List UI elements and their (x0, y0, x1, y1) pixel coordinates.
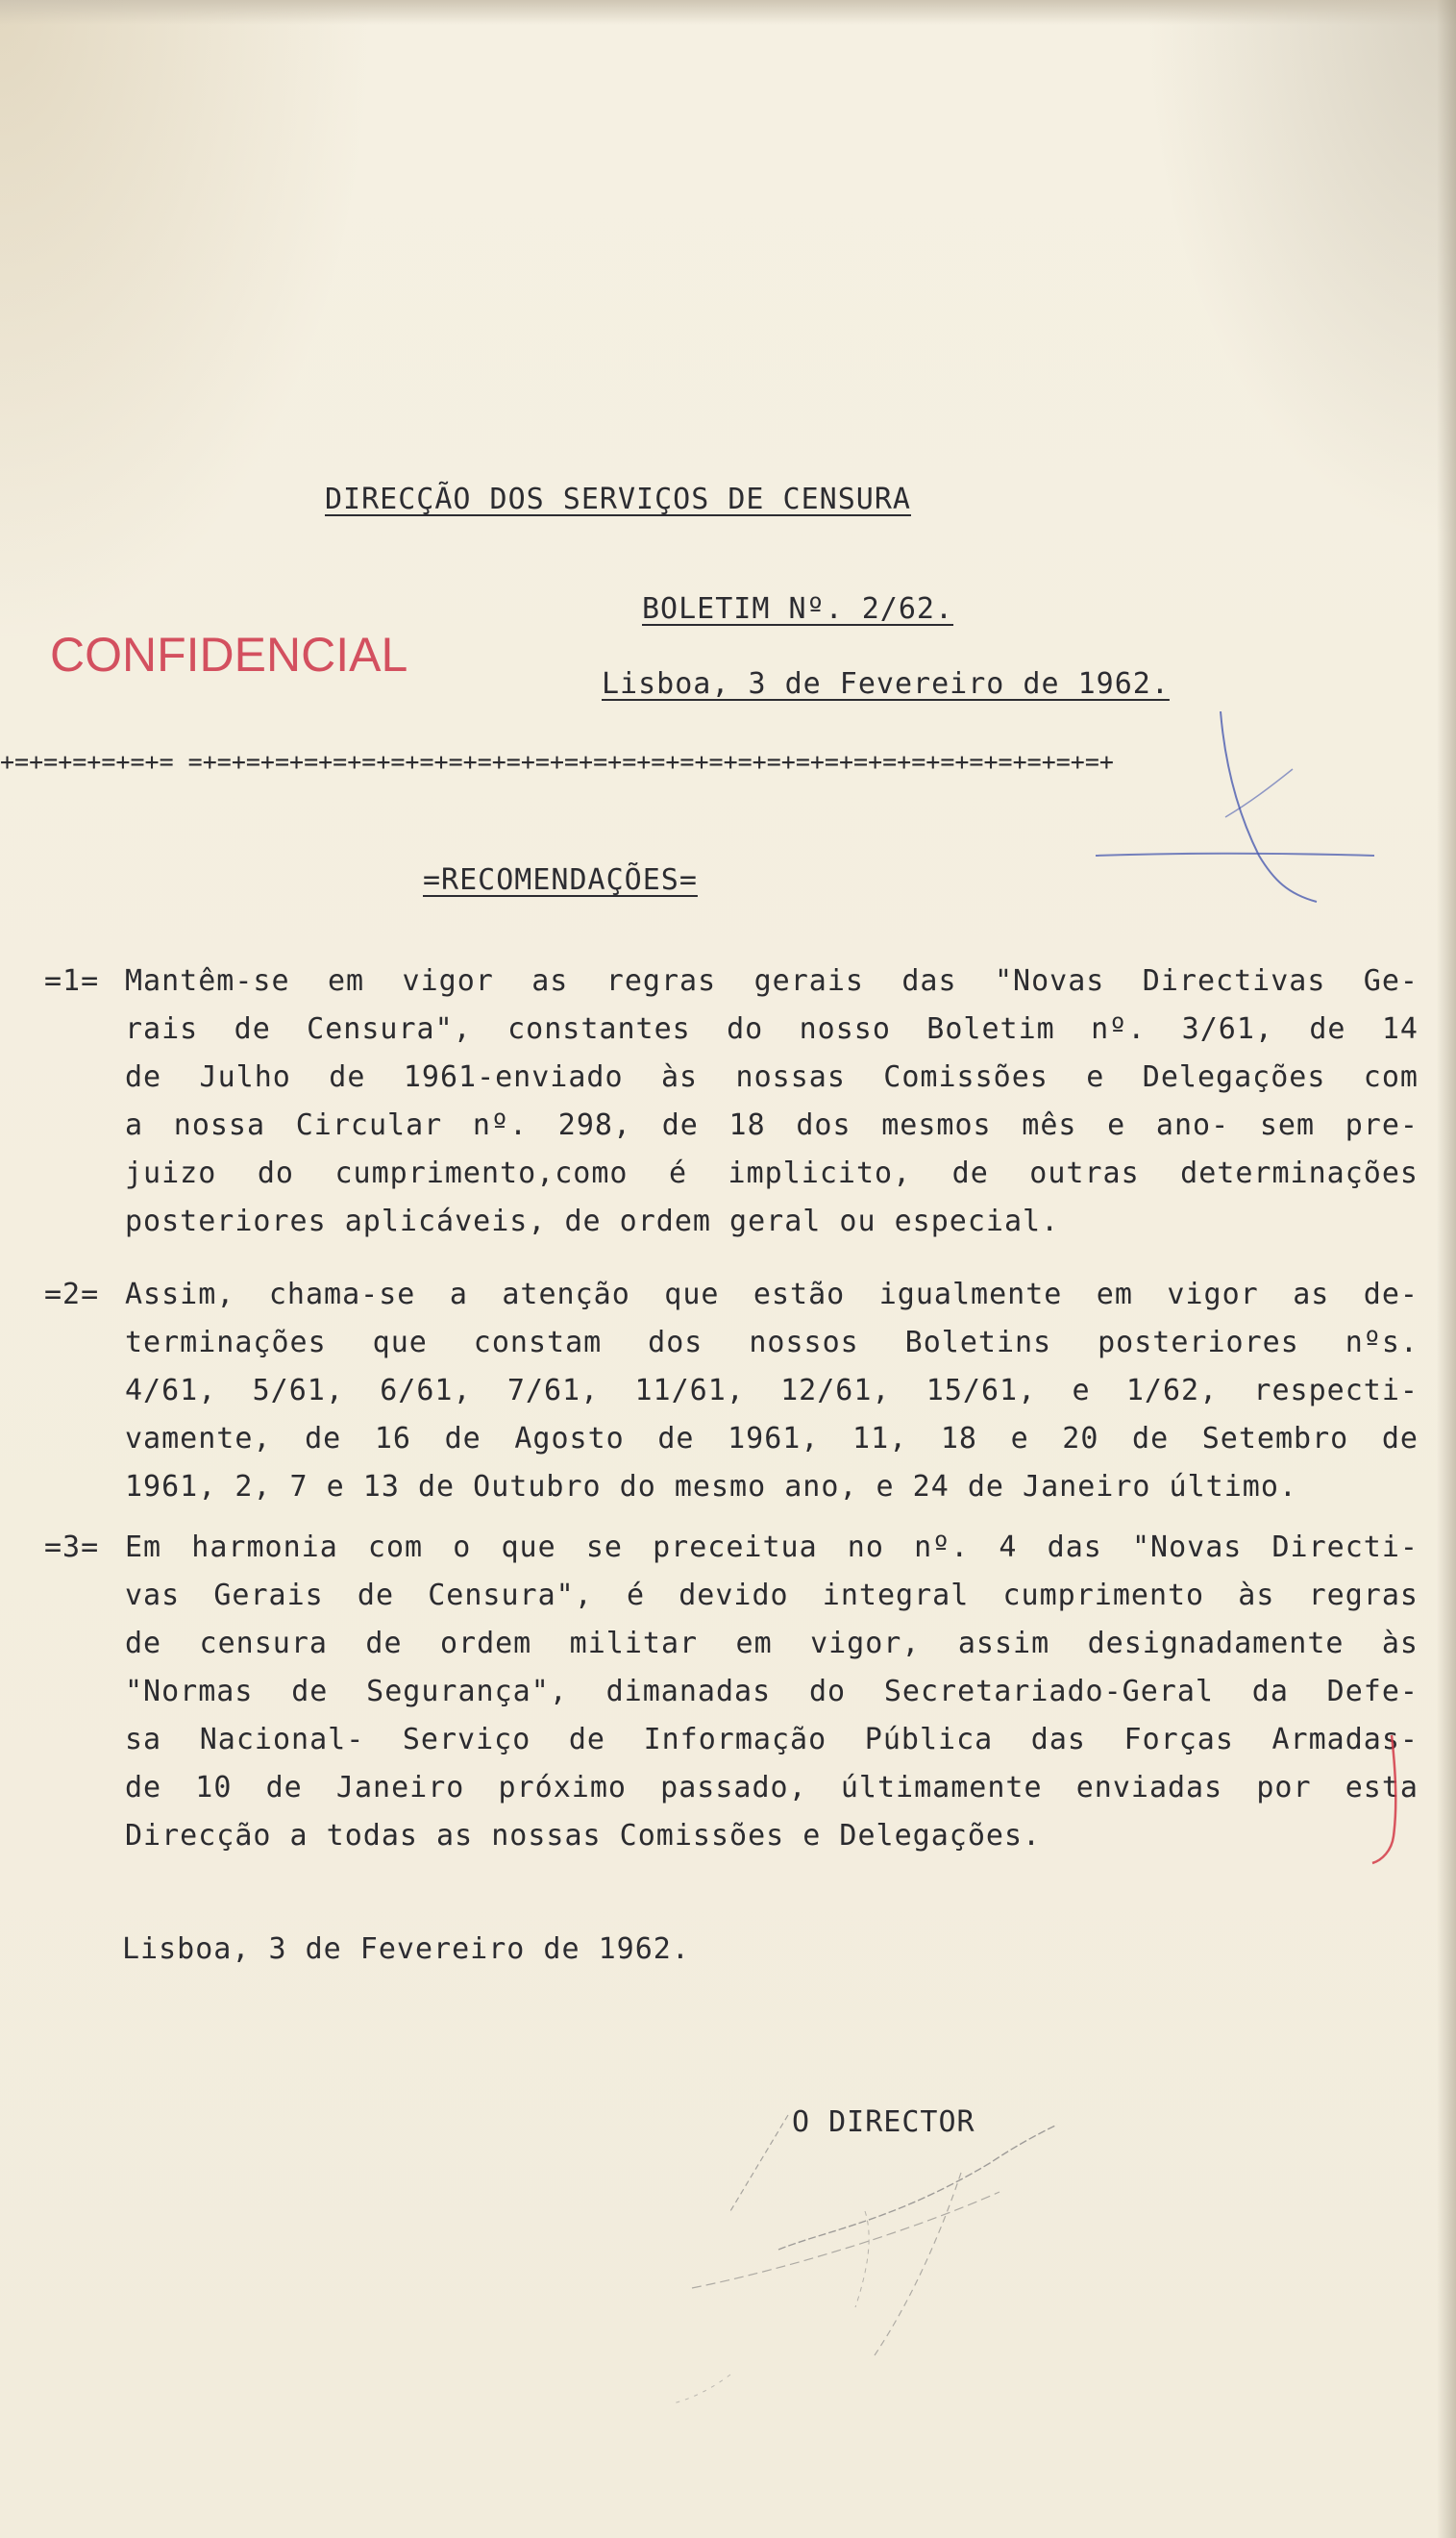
paragraph-1 (44, 958, 1419, 1246)
paragraph-line: de 10 de Janeiro próximo passado, últimamente enviadas por esta (125, 1771, 1419, 1804)
paragraph-line: Em harmonia com o que se preceitua no nº. 4 das "Novas Directi- (125, 1530, 1419, 1564)
paper-right-edge (1437, 0, 1456, 2538)
paragraph-line: Direcção a todas as nossas Comissões e Delegações. (125, 1819, 1042, 1853)
signatory-title: O DIRECTOR (792, 2105, 975, 2139)
paragraph-line: posteriores aplicáveis, de ordem geral ou especial. (125, 1205, 1060, 1238)
paragraph-3 (44, 1524, 1419, 1860)
paragraph-number: =1= (44, 964, 100, 998)
section-title: =RECOMENDAÇÕES= (423, 863, 698, 897)
header-place-date: Lisboa, 3 de Fevereiro de 1962. (602, 667, 1170, 701)
paragraph-line: de censura de ordem militar em vigor, assim designadamente às (125, 1627, 1419, 1660)
paragraph-line: terminações que constam dos nossos Boletins posteriores nºs. (125, 1326, 1419, 1359)
paragraph-number: =3= (44, 1530, 100, 1564)
director-signature (673, 2086, 1172, 2413)
red-margin-mark (1365, 1730, 1403, 1865)
paragraph-line: sa Nacional- Serviço de Informação Pública das Forças Armadas- (125, 1723, 1419, 1756)
closing-place-date: Lisboa, 3 de Fevereiro de 1962. (122, 1932, 690, 1966)
paragraph-line: vas Gerais de Censura", é devido integral cumprimento às regras (125, 1579, 1419, 1612)
paragraph-number: =2= (44, 1278, 100, 1311)
paragraph-line: rais de Censura", constantes do nosso Boletim nº. 3/61, de 14 (125, 1012, 1419, 1046)
paragraph-line: vamente, de 16 de Agosto de 1961, 11, 18 e 20 de Setembro de (125, 1422, 1419, 1456)
paragraph-line: a nossa Circular nº. 298, de 18 dos mesmos mês e ano- sem pre- (125, 1108, 1419, 1142)
department-heading: DIRECÇÃO DOS SERVIÇOS DE CENSURA (325, 483, 911, 516)
confidencial-stamp: CONFIDENCIAL (50, 628, 408, 682)
paragraph-line: Assim, chama-se a atenção que estão igualmente em vigor as de- (125, 1278, 1419, 1311)
bulletin-number: BOLETIM Nº. 2/62. (642, 592, 954, 626)
paragraph-line: Mantêm-se em vigor as regras gerais das "Novas Directivas Ge- (125, 964, 1419, 998)
pen-cross-mark (1096, 711, 1384, 904)
paper-top-edge (0, 0, 1456, 25)
paragraph-line: "Normas de Segurança", dimanadas do Secretariado-Geral da Defe- (125, 1675, 1419, 1708)
paragraph-line: juizo do cumprimento,como é implicito, de outras determinações (125, 1157, 1419, 1190)
separator-line: +=+=+=+=+=+= =+=+=+=+=+=+=+=+=+=+=+=+=+=+=+=+=+=+=+=+=+=+=+=+=+=+=+=+=+=+=+=+ (0, 748, 1114, 776)
paragraph-line: 4/61, 5/61, 6/61, 7/61, 11/61, 12/61, 15/61, e 1/62, respecti- (125, 1374, 1419, 1407)
paragraph-line: 1961, 2, 7 e 13 de Outubro do mesmo ano, e 24 de Janeiro último. (125, 1470, 1297, 1504)
paragraph-line: de Julho de 1961-enviado às nossas Comissões e Delegações com (125, 1060, 1419, 1094)
paragraph-2 (44, 1271, 1419, 1511)
